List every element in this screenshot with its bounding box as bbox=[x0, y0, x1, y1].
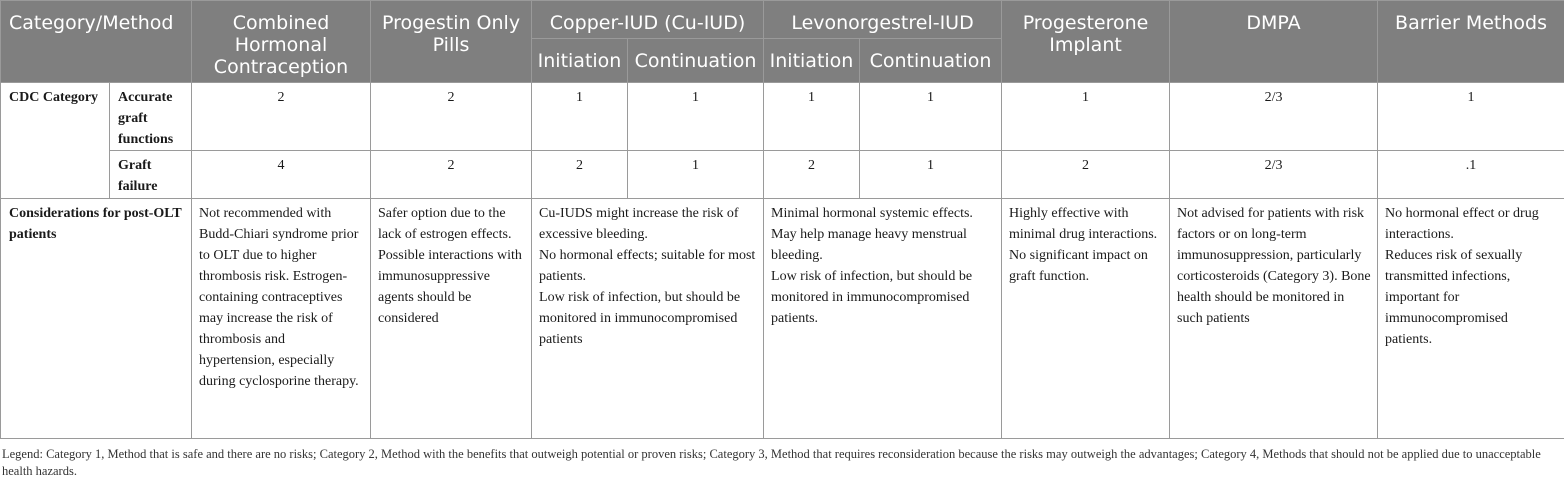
considerations-progestin-line: Safer option due to the lack of estrogen effects. bbox=[378, 206, 512, 242]
accurate-cu-continuation-value: 1 bbox=[628, 83, 764, 151]
header-copper-iud: Copper-IUD (Cu-IUD) bbox=[532, 1, 764, 39]
header-progesterone-implant: Progesterone Implant bbox=[1002, 1, 1170, 83]
header-lng-initiation: Initiation bbox=[764, 39, 860, 83]
considerations-barrier bbox=[1378, 199, 1564, 439]
considerations-lng-line: Low risk of infection, but should be monitored in immunocompromised patients. bbox=[771, 269, 973, 326]
accurate-cu-initiation-value: 1 bbox=[532, 83, 628, 151]
failure-dmpa-value: 2/3 bbox=[1170, 151, 1378, 199]
accurate-progestin-value: 2 bbox=[371, 83, 532, 151]
considerations-lng-line: Minimal hormonal systemic effects. bbox=[771, 206, 973, 221]
considerations-dmpa bbox=[1170, 199, 1378, 439]
header-dmpa: DMPA bbox=[1170, 1, 1378, 83]
accurate-lng-initiation-value: 1 bbox=[764, 83, 860, 151]
header-category-method: Category/Method bbox=[1, 1, 192, 83]
accurate-lng-continuation-value: 1 bbox=[860, 83, 1002, 151]
failure-progestin-value: 2 bbox=[371, 151, 532, 199]
header-progestin-only: Progestin Only Pills bbox=[371, 1, 532, 83]
failure-cu-initiation-value: 2 bbox=[532, 151, 628, 199]
considerations-implant bbox=[1002, 199, 1170, 439]
failure-implant-value: 2 bbox=[1002, 151, 1170, 199]
graft-failure-label: Graft failure bbox=[110, 151, 192, 199]
table-row-accurate-graft bbox=[1, 83, 1564, 151]
accurate-barrier-value: 1 bbox=[1378, 83, 1564, 151]
header-cu-continuation: Continuation bbox=[628, 39, 764, 83]
considerations-cu-line: Cu-IUDS might increase the risk of excessive bleeding. bbox=[539, 206, 739, 242]
accurate-combined-value: 2 bbox=[192, 83, 371, 151]
failure-cu-continuation-value: 1 bbox=[628, 151, 764, 199]
table-row-graft-failure bbox=[1, 151, 1564, 199]
header-combined-hormonal: Combined Hormonal Contraception bbox=[192, 1, 371, 83]
considerations-levonorgestrel-iud bbox=[764, 199, 1002, 439]
cdc-category-label: CDC Category bbox=[1, 83, 110, 199]
considerations-combined-text: Not recommended with Budd-Chiari syndrome prior to OLT due to higher thrombosis risk. Estrogen-containing contraceptives may increase the risk of thrombosis and hypertension, especially during cyclosporine therapy. bbox=[199, 206, 359, 389]
header-cu-initiation: Initiation bbox=[532, 39, 628, 83]
considerations-barrier-line: Reduces risk of sexually transmitted infections, important for immunocompromised patients. bbox=[1385, 248, 1523, 347]
considerations-implant-line: Highly effective with minimal drug interactions. bbox=[1009, 206, 1158, 242]
accurate-graft-label: Accurate graft functions bbox=[110, 83, 192, 151]
failure-lng-initiation-value: 2 bbox=[764, 151, 860, 199]
considerations-combined bbox=[192, 199, 371, 439]
header-lng-continuation: Continuation bbox=[860, 39, 1002, 83]
failure-combined-value: 4 bbox=[192, 151, 371, 199]
considerations-label: Considerations for post-OLT patients bbox=[1, 199, 192, 439]
header-levonorgestrel-iud: Levonorgestrel-IUD bbox=[764, 1, 1002, 39]
table-row-considerations bbox=[1, 199, 1564, 439]
considerations-cu-line: No hormonal effects; suitable for most patients. bbox=[539, 248, 756, 284]
failure-lng-continuation-value: 1 bbox=[860, 151, 1002, 199]
failure-barrier-value: .1 bbox=[1378, 151, 1564, 199]
considerations-copper-iud bbox=[532, 199, 764, 439]
considerations-implant-line: No significant impact on graft function. bbox=[1009, 248, 1148, 284]
considerations-barrier-line: No hormonal effect or drug interactions. bbox=[1385, 206, 1539, 242]
considerations-dmpa-text: Not advised for patients with risk factors or on long-term immunosuppression, particularly corticosteroids (Category 3). Bone health should be monitored in such patients bbox=[1177, 206, 1371, 326]
considerations-cu-line: Low risk of infection, but should be monitored in immunocompromised patients bbox=[539, 290, 741, 347]
accurate-implant-value: 1 bbox=[1002, 83, 1170, 151]
table-legend: Legend: Category 1, Method that is safe and there are no risks; Category 2, Method with the benefits that outweigh potential or proven risks; Category 3, Method that requires reconsideration because the risks may outweigh the advantages; Category 4, Methods that should not be applied due to unacceptable health hazards. bbox=[2, 447, 1541, 478]
accurate-dmpa-value: 2/3 bbox=[1170, 83, 1378, 151]
header-barrier-methods: Barrier Methods bbox=[1378, 1, 1564, 83]
considerations-lng-line: May help manage heavy menstrual bleeding. bbox=[771, 227, 967, 263]
considerations-progestin bbox=[371, 199, 532, 439]
considerations-progestin-line: Possible interactions with immunosuppressive agents should be considered bbox=[378, 248, 522, 326]
